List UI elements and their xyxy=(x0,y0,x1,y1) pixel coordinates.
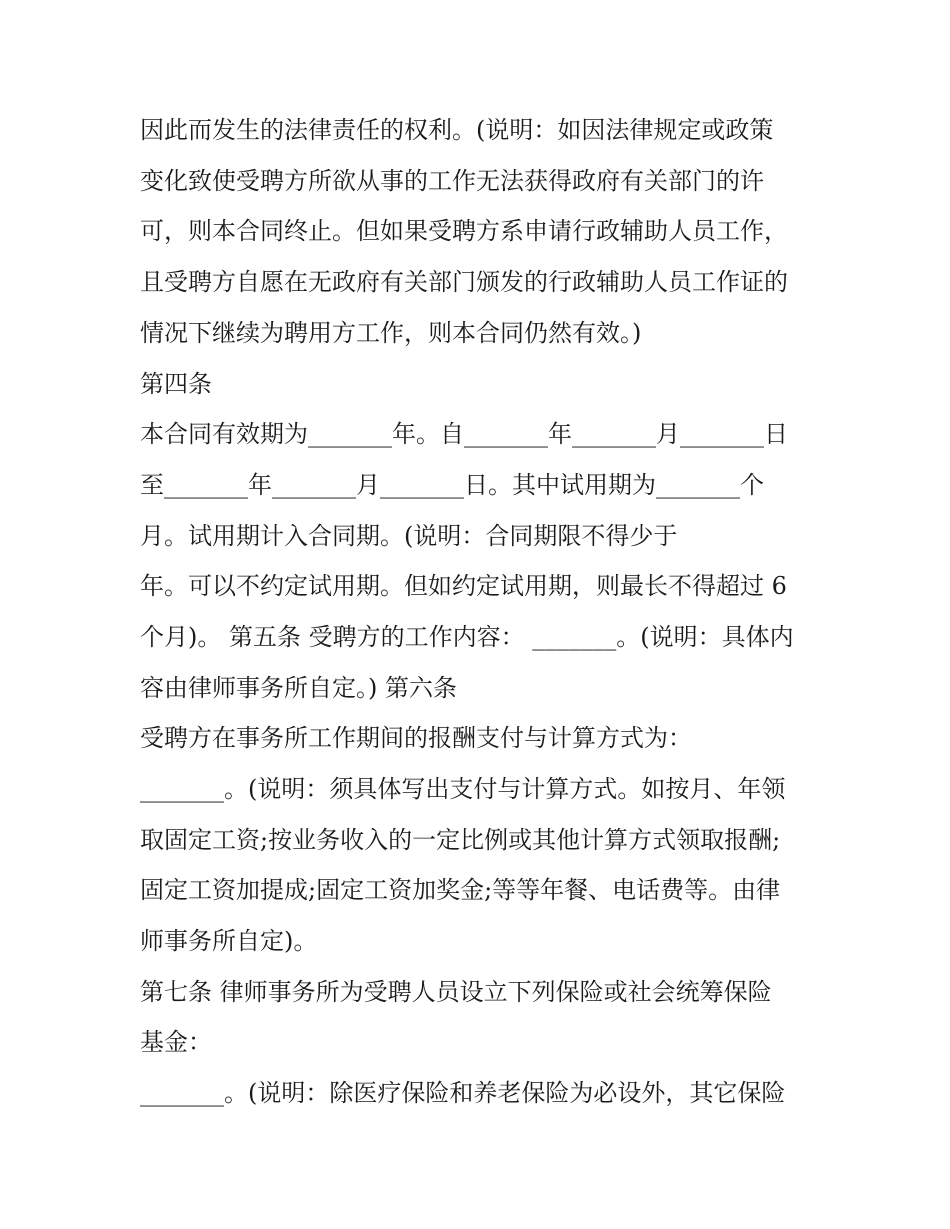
text-line: 且受聘方自愿在无政府有关部门颁发的行政辅助人员工作证的 xyxy=(140,268,788,296)
text-line: 因此而发生的法律责任的权利。(说明：如因法律规定或政策 xyxy=(140,116,774,144)
section-heading: 第四条 xyxy=(140,370,212,398)
text-line: 师事务所自定)。 xyxy=(140,927,318,955)
text-line: 个月)。 第五条 受聘方的工作内容： _______。(说明：具体内 xyxy=(140,623,794,651)
text-line: 本合同有效期为_______年。自_______年_______月_______日 xyxy=(140,420,788,448)
text-line: 可，则本合同终止。但如果受聘方系申请行政辅助人员工作， xyxy=(140,217,788,245)
text-line: 年。可以不约定试用期。但如约定试用期，则最长不得超过 6 xyxy=(140,572,787,600)
text-line: _______。(说明：除医疗保险和养老保险为必设外，其它保险 xyxy=(140,1079,786,1107)
text-line: 基金： xyxy=(140,1028,212,1056)
text-line: 容由律师事务所自定。) 第六条 xyxy=(140,674,457,702)
text-line: _______。(说明：须具体写出支付与计算方式。如按月、年领 xyxy=(140,775,786,803)
text-line: 第七条 律师事务所为受聘人员设立下列保险或社会统筹保险 xyxy=(140,978,772,1006)
text-line: 情况下继续为聘用方工作，则本合同仍然有效。) xyxy=(140,319,642,347)
text-line: 变化致使受聘方所欲从事的工作无法获得政府有关部门的许 xyxy=(140,167,764,195)
text-line: 固定工资加提成;固定工资加奖金;等等年餐、电话费等。由律 xyxy=(140,876,781,904)
text-line: 月。试用期计入合同期。(说明：合同期限不得少于 xyxy=(140,522,678,550)
text-line: 受聘方在事务所工作期间的报酬支付与计算方式为： xyxy=(140,724,692,752)
text-line: 取固定工资;按业务收入的一定比例或其他计算方式领取报酬; xyxy=(140,826,781,854)
text-line: 至_______年_______月_______日。其中试用期为_______个 xyxy=(140,471,764,499)
